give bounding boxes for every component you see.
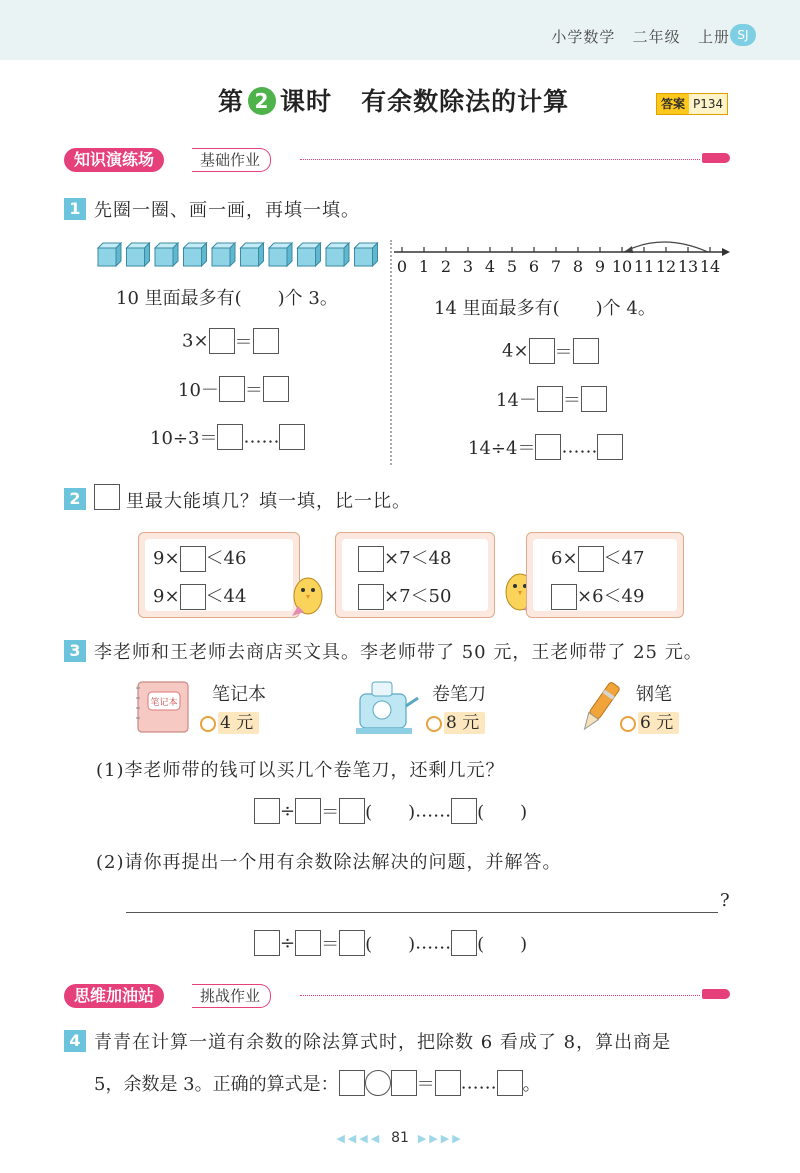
cube-icon [355, 243, 378, 266]
answer-box[interactable] [339, 798, 365, 824]
eq-text: ＝ [321, 802, 340, 823]
eq-text: ×6＜49 [577, 586, 645, 607]
eq-text: 5，余数是 3。正确的算式是： [94, 1074, 339, 1095]
item-name-pen: 钢笔 [636, 684, 672, 705]
eq-text: 6× [551, 548, 578, 569]
answer-box[interactable] [537, 386, 563, 412]
cube-icon [98, 243, 121, 266]
question-number: 4 [64, 1030, 86, 1052]
unit-paren: ( ) [365, 802, 416, 823]
division-template-1 [254, 798, 527, 824]
left-prompt: 10 里面最多有( )个 3。 [116, 288, 338, 309]
section-label: 思维加油站 [64, 984, 164, 1008]
page-number: 81 [391, 1130, 409, 1146]
answer-box[interactable] [217, 424, 243, 450]
right-equation-2 [496, 386, 607, 412]
left-arrows-icon: ◀◀◀◀ [336, 1132, 383, 1145]
item-price-sharpener [426, 708, 485, 733]
answer-box[interactable] [253, 328, 279, 354]
tick-label: 0 [396, 257, 408, 276]
eq-text: 。 [522, 1074, 541, 1095]
right-prompt: 14 里面最多有( )个 4。 [434, 298, 656, 319]
answer-box[interactable] [254, 798, 280, 824]
eq-sign: ＝ [234, 332, 253, 353]
right-arrows-icon: ▶▶▶▶ [417, 1132, 464, 1145]
answer-box[interactable] [573, 338, 599, 364]
pencil-icon [702, 153, 730, 163]
answer-label: 答案 [657, 94, 689, 114]
tick-label: 6 [528, 257, 540, 276]
eq-text: ×7＜48 [384, 548, 452, 569]
header-info [551, 26, 730, 47]
compare-panel-1 [138, 532, 300, 618]
section-divider [300, 159, 700, 160]
tick-label: 14 [699, 257, 721, 276]
answer-box[interactable] [358, 584, 384, 610]
right-equation-3 [468, 434, 623, 460]
answer-box[interactable] [263, 376, 289, 402]
page-footer [0, 1130, 800, 1146]
eq-text: ×7＜50 [384, 586, 452, 607]
answer-box[interactable] [597, 434, 623, 460]
sub-question-2: (2)请你再提出一个用有余数除法解决的问题，并解答。 [96, 852, 562, 873]
question-text: 先圈一圈、画一画，再填一填。 [94, 200, 360, 221]
tick-label: 4 [484, 257, 496, 276]
eq-text: 14÷4＝ [468, 438, 536, 459]
section-bar-challenge [64, 984, 734, 1008]
cube-row [96, 240, 388, 270]
panel-row [358, 582, 451, 610]
eq-dots: …… [460, 1072, 497, 1094]
cube-icon [326, 243, 349, 266]
section-bar-basic [64, 148, 734, 172]
left-equation-1 [182, 328, 279, 354]
question-number: 1 [64, 198, 86, 220]
header-volume: 上册 [697, 28, 730, 46]
header-grade: 二年级 [632, 28, 681, 46]
panel-row [551, 582, 644, 610]
edition-badge: SJ [730, 24, 756, 46]
question-text-line2 [94, 1070, 541, 1096]
axis-arrow-icon [722, 248, 730, 256]
right-equation-1 [502, 338, 599, 364]
eq-dots: …… [415, 932, 452, 954]
chick-icon [288, 562, 328, 618]
cube-icon [155, 243, 178, 266]
sample-box [94, 484, 120, 510]
section-divider [300, 995, 700, 996]
compare-panel-2 [335, 532, 495, 618]
tick-label: 13 [677, 257, 699, 276]
panel-row [358, 544, 451, 572]
tick-label: 11 [633, 257, 655, 276]
tick-label: 2 [440, 257, 452, 276]
tick-label: 5 [506, 257, 518, 276]
tick-label: 10 [611, 257, 633, 276]
header-subject: 小学数学 [551, 28, 616, 46]
answer-badge [656, 93, 728, 115]
answer-box[interactable] [219, 376, 245, 402]
answer-box[interactable] [180, 546, 206, 572]
answer-box[interactable] [209, 328, 235, 354]
tick-label: 12 [655, 257, 677, 276]
title-number: 2 [248, 87, 276, 115]
page-title [218, 82, 569, 118]
tick-label: 7 [550, 257, 562, 276]
question-number: 3 [64, 640, 86, 662]
cube-icon [269, 243, 292, 266]
panel-row [153, 582, 246, 610]
answer-box[interactable] [435, 1070, 461, 1096]
eq-text: ÷ [280, 800, 296, 822]
division-template-2 [254, 930, 527, 956]
tag-icon [200, 716, 216, 732]
answer-box[interactable] [358, 546, 384, 572]
answer-box[interactable] [578, 546, 604, 572]
item-name-sharpener: 卷笔刀 [432, 684, 486, 705]
left-equation-2 [178, 376, 289, 402]
answer-box[interactable] [497, 1070, 523, 1096]
answer-box[interactable] [551, 584, 577, 610]
eq-text: ＜46 [205, 548, 247, 569]
operator-circle[interactable] [365, 1070, 391, 1096]
answer-box[interactable] [339, 930, 365, 956]
question-text-line1: 青青在计算一道有余数的除法算式时，把除数 6 看成了 8，算出商是 [94, 1032, 672, 1053]
answer-page: P134 [693, 97, 724, 111]
answer-box[interactable] [535, 434, 561, 460]
answer-box[interactable] [391, 1070, 417, 1096]
price-text: 4 元 [218, 712, 259, 734]
answer-box[interactable] [254, 930, 280, 956]
cube-icon [212, 243, 235, 266]
question-text: 里最大能填几？填一填，比一比。 [126, 491, 411, 512]
item-price-pen [620, 708, 679, 733]
title-name: 有余数除法的计算 [361, 87, 570, 116]
title-suffix: 课时 [280, 87, 333, 116]
unit-paren: ( ) [477, 934, 528, 955]
tick-label: 8 [572, 257, 584, 276]
notebook-icon [132, 678, 194, 736]
answer-box[interactable] [295, 930, 321, 956]
eq-text: 4× [502, 340, 529, 362]
tag-icon [620, 716, 636, 732]
eq-text: ÷ [280, 932, 296, 954]
price-text: 6 元 [638, 712, 679, 734]
question-text: 李老师和王老师去商店买文具。李老师带了 50 元，王老师带了 25 元。 [94, 642, 703, 663]
eq-text: 14－ [496, 390, 537, 411]
price-text: 8 元 [444, 712, 485, 734]
cube-icon [184, 243, 207, 266]
question-mark: ? [720, 890, 730, 911]
cube-icon [298, 243, 321, 266]
eq-text: 10÷3＝ [150, 428, 218, 449]
title-prefix: 第 [218, 87, 245, 116]
eq-dots: …… [415, 800, 452, 822]
notebook-cover-label: 笔记本 [150, 698, 178, 708]
answer-box[interactable] [451, 798, 477, 824]
eq-text: ＜44 [205, 586, 247, 607]
eq-sign: ＝ [562, 390, 581, 411]
question-box-sample [94, 484, 120, 510]
eq-text: 10－ [178, 380, 219, 401]
answer-box[interactable] [529, 338, 555, 364]
eq-text: 3× [182, 330, 209, 352]
question-number: 2 [64, 488, 86, 510]
section-sub: 基础作业 [192, 148, 271, 172]
answer-line[interactable] [126, 912, 718, 913]
number-line [392, 230, 732, 282]
tick-label: 1 [418, 257, 430, 276]
answer-box[interactable] [451, 930, 477, 956]
eq-sign: ＝ [244, 380, 263, 401]
panel-row [551, 544, 644, 572]
item-name-notebook: 笔记本 [212, 684, 266, 705]
eq-text: 9× [153, 586, 180, 607]
section-sub: 挑战作业 [192, 984, 271, 1008]
eq-text: ＝ [321, 934, 340, 955]
sub-question-1: (1)李老师带的钱可以买几个卷笔刀，还剩几元？ [96, 760, 505, 781]
tick-label: 3 [462, 257, 474, 276]
tag-icon [426, 716, 442, 732]
tick-label: 9 [594, 257, 606, 276]
eq-dots: …… [243, 426, 280, 448]
pencil-icon [702, 989, 730, 999]
answer-box[interactable] [279, 424, 305, 450]
eq-sign: ＝ [554, 342, 573, 363]
pen-icon [578, 676, 622, 738]
cube-icon [127, 243, 150, 266]
answer-box[interactable] [180, 584, 206, 610]
unit-paren: ( ) [365, 934, 416, 955]
answer-box[interactable] [339, 1070, 365, 1096]
eq-text: 9× [153, 548, 180, 569]
panel-row [153, 544, 246, 572]
cube-icon [241, 243, 264, 266]
unit-paren: ( ) [477, 802, 528, 823]
answer-box[interactable] [295, 798, 321, 824]
sharpener-icon [352, 676, 424, 738]
item-price-notebook [200, 708, 259, 733]
compare-panel-3 [526, 532, 684, 618]
answer-box[interactable] [581, 386, 607, 412]
eq-text: ＜47 [603, 548, 645, 569]
left-equation-3 [150, 424, 305, 450]
eq-text: ＝ [416, 1074, 435, 1095]
eq-dots: …… [561, 436, 598, 458]
section-label: 知识演练场 [64, 148, 164, 172]
